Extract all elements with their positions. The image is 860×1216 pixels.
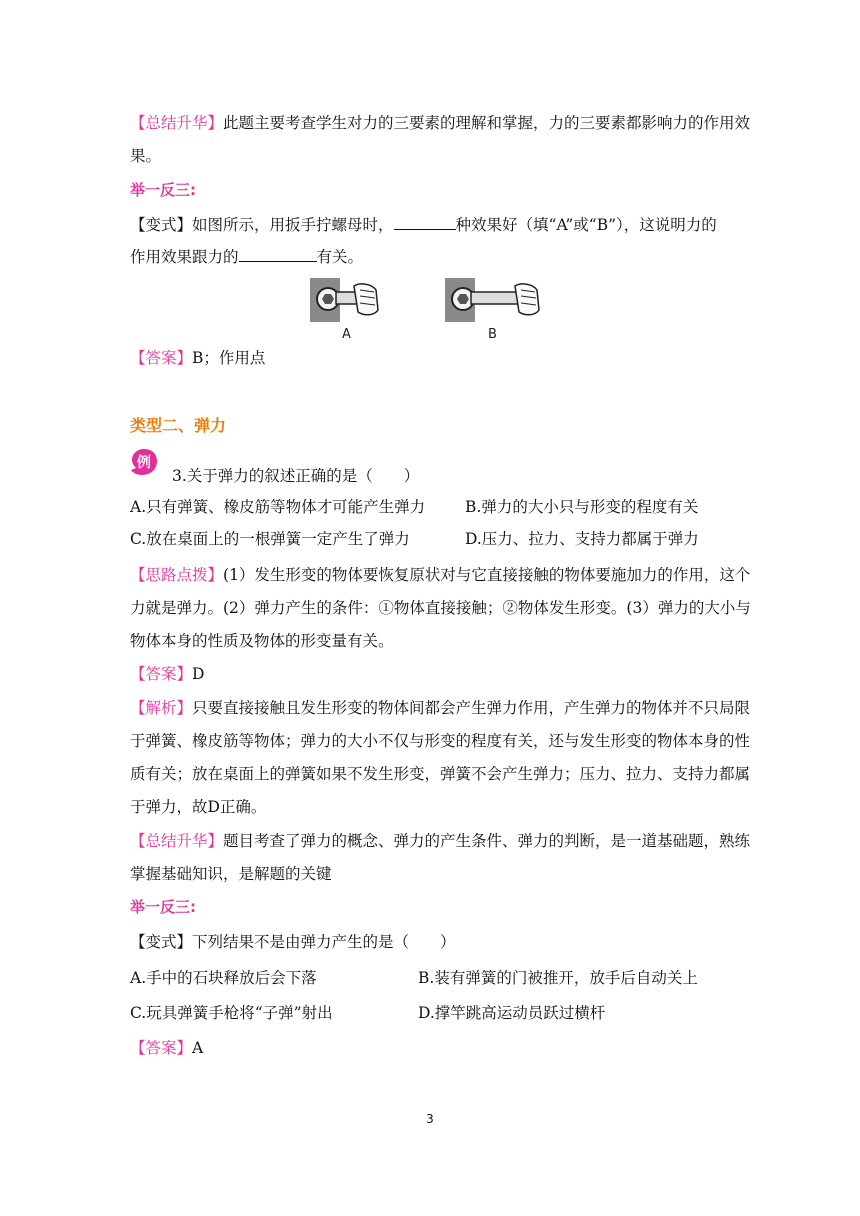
answer-2 bbox=[130, 664, 204, 684]
v2-option-d: D.撑竿跳高运动员跃过横杆 bbox=[418, 1004, 606, 1022]
summary2-tag: 【总结升华】 bbox=[130, 832, 224, 850]
answer-2-text: D bbox=[192, 665, 205, 683]
answer-1 bbox=[130, 348, 265, 368]
summary-line-2: 果。 bbox=[130, 147, 162, 165]
fill-blank-1 bbox=[394, 214, 456, 230]
variant-2-text: 下列结果不是由弹力产生的是（ ） bbox=[192, 933, 456, 951]
variant-1-text-d: 有关。 bbox=[316, 248, 364, 266]
fill-blank-2 bbox=[239, 246, 317, 262]
thinking-line-3: 物体本身的性质及物体的形变量有关。 bbox=[130, 632, 394, 650]
variant-2-line bbox=[130, 932, 456, 952]
analysis-tag: 【解析】 bbox=[130, 699, 193, 717]
wrench-figure-b bbox=[443, 276, 543, 334]
q3-option-c: C.放在桌面上的一根弹簧一定产生了弹力 bbox=[130, 530, 410, 548]
thinking-line-2: 力就是弹力。(2）弹力产生的条件：①物体直接接触；②物体发生形变。(3）弹力的大小与 bbox=[130, 599, 751, 617]
q3-option-b: B.弹力的大小只与形变的程度有关 bbox=[465, 498, 699, 516]
page-number: 3 bbox=[426, 1112, 434, 1126]
answer-3 bbox=[130, 1038, 203, 1058]
question-3: 3.关于弹力的叙述正确的是（ ） bbox=[172, 467, 420, 485]
practice-heading-2: 举一反三: bbox=[130, 898, 196, 916]
thinking-tag: 【思路点拨】 bbox=[130, 566, 224, 584]
variant-tag: 【变式】 bbox=[130, 216, 193, 234]
answer-tag: 【答案】 bbox=[130, 1039, 193, 1057]
variant-1-line-2 bbox=[130, 246, 363, 267]
variant-1-line-1 bbox=[130, 214, 717, 235]
answer-tag: 【答案】 bbox=[130, 665, 193, 683]
analysis-text-1: 只要直接接触且发生形变的物体间都会产生弹力作用，产生弹力的物体并不只局限 bbox=[192, 699, 751, 717]
figure-a-label: A bbox=[342, 327, 351, 342]
answer-1-text: B；作用点 bbox=[192, 349, 266, 367]
q3-option-a: A.只有弹簧、橡皮筋等物体才可能产生弹力 bbox=[130, 498, 426, 516]
answer-tag: 【答案】 bbox=[130, 349, 193, 367]
answer-3-text: A bbox=[192, 1039, 204, 1057]
v2-option-c: C.玩具弹簧手枪将“子弹”射出 bbox=[130, 1004, 333, 1022]
summary2-line-2: 掌握基础知识，是解题的关键 bbox=[130, 865, 332, 883]
summary-tag: 【总结升华】 bbox=[130, 114, 224, 132]
summary-text: 此题主要考查学生对力的三要素的理解和掌握，力的三要素都影响力的作用效 bbox=[223, 114, 751, 132]
variant-1-text-b: 种效果好（填“A”或“B”），这说明力的 bbox=[455, 216, 717, 234]
example-badge-icon bbox=[130, 448, 158, 476]
figure-b-label: B bbox=[488, 327, 497, 342]
q3-option-d: D.压力、拉力、支持力都属于弹力 bbox=[465, 530, 699, 548]
wrench-figure-a bbox=[308, 276, 408, 334]
v2-option-b: B.装有弹簧的门被推开，放手后自动关上 bbox=[418, 969, 698, 987]
q3-options-row-1 bbox=[130, 497, 850, 517]
wrench-figures bbox=[308, 276, 548, 346]
variant-tag: 【变式】 bbox=[130, 933, 193, 951]
summary-line-1 bbox=[130, 113, 750, 133]
analysis-line-4: 于弹力，故D正确。 bbox=[130, 798, 267, 816]
analysis-line-2: 于弹簧、橡皮筋等物体；弹力的大小不仅与形变的程度有关，还与发生形变的物体本身的性 bbox=[130, 732, 751, 750]
variant-1-text-c: 作用效果跟力的 bbox=[130, 248, 239, 266]
section-heading-type2: 类型二、弹力 bbox=[130, 416, 227, 435]
badge-char: 例 bbox=[137, 455, 151, 471]
summary2-text-1: 题目考查了弹力的概念、弹力的产生条件、弹力的判断，是一道基础题，熟练 bbox=[223, 832, 751, 850]
q3-options-row-2 bbox=[130, 529, 850, 549]
thinking-line-1 bbox=[130, 565, 750, 585]
v2-options-row-1 bbox=[130, 968, 850, 988]
analysis-line-1 bbox=[130, 698, 750, 718]
practice-heading-1: 举一反三: bbox=[130, 181, 196, 199]
v2-options-row-2 bbox=[130, 1003, 850, 1023]
v2-option-a: A.手中的石块释放后会下落 bbox=[130, 969, 317, 987]
variant-1-text-a: 如图所示，用扳手拧螺母时， bbox=[192, 216, 394, 234]
thinking-text-1: (1）发生形变的物体要恢复原状对与它直接接触的物体要施加力的作用，这个 bbox=[223, 566, 751, 584]
analysis-line-3: 质有关；放在桌面上的弹簧如果不发生形变，弹簧不会产生弹力；压力、拉力、支持力都属 bbox=[130, 765, 751, 783]
summary2-line-1 bbox=[130, 831, 750, 851]
